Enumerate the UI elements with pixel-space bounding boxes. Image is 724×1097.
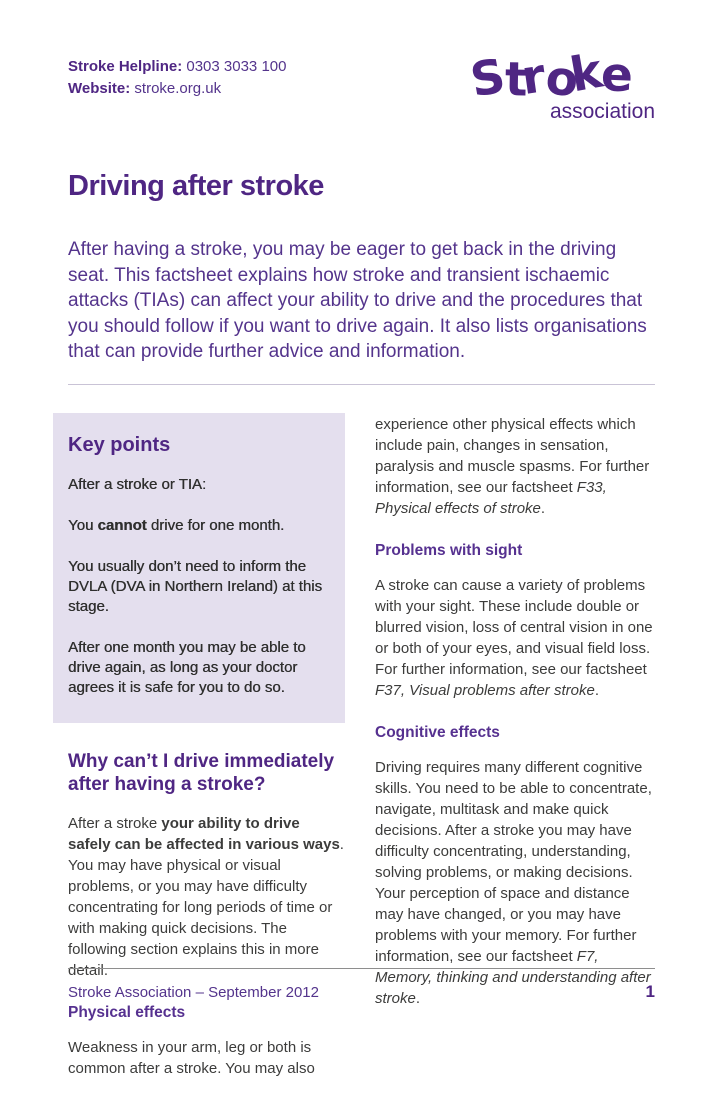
why-para-rest: . You may have physical or visual problems, or you may have difficulty concentrating for long periods of time or with making quick decisions. The following section explains this in more detail.	[68, 835, 344, 979]
key-point-1-text: You	[68, 516, 98, 534]
intro-paragraph: After having a stroke, you may be eager to get back in the driving seat. This factsheet explains how stroke and transient ischaemic attacks (TIAs) can affect your ability to drive and the procedures that you should follow if you want to drive again. It also lists organisations that can provide further advice and information.	[68, 239, 647, 362]
stroke-association-logo	[469, 32, 659, 133]
key-point-1	[68, 516, 329, 536]
helpline-number: 0303 3033 100	[182, 58, 287, 75]
contact-block	[68, 46, 286, 100]
key-point-3: After one month you may be able to drive again, as long as your doctor agrees it is safe for you to do so.	[68, 638, 306, 696]
physical-factsheet-ref: F33, Physical effects of stroke	[375, 478, 607, 517]
cognitive-factsheet-ref: F7, Memory, thinking and understanding after stroke	[375, 947, 651, 1007]
why-para-bold: your ability to drive safely can be affected in various ways	[68, 814, 340, 853]
website-line	[68, 78, 286, 100]
physical-effects-heading: Physical effects	[68, 1003, 186, 1021]
why-para-text: After a stroke	[68, 814, 162, 832]
sight-section-heading: Problems with sight	[375, 541, 523, 559]
page-footer	[68, 968, 655, 1002]
physical-para-text: experience other physical effects which include pain, changes in sensation, paralysis and muscle spasms. For further information, see our factsheet	[375, 415, 650, 496]
sight-factsheet-ref: F37, Visual problems after stroke	[375, 681, 595, 699]
cognitive-para-end: .	[415, 989, 421, 1007]
why-section-heading: Why can’t I drive immediately after having a stroke?	[68, 750, 335, 795]
sight-para-end: .	[594, 681, 599, 699]
physical-effects-paragraph-left: Weakness in your arm, leg or both is common after a stroke. You may also	[68, 1038, 315, 1077]
website-url: stroke.org.uk	[130, 80, 222, 97]
key-point-2: You usually don’t need to inform the DVLA (DVA in Northern Ireland) at this stage.	[68, 557, 323, 615]
footer-row	[68, 982, 655, 1002]
key-points-box	[53, 413, 345, 723]
top-divider	[68, 384, 655, 385]
sight-para-text: A stroke can cause a variety of problems with your sight. These include double or blurred vision, loss of central vision in one or both of your eyes, and visual field loss. For further information, see our factsheet	[375, 576, 653, 678]
logo-graphic	[469, 32, 659, 128]
key-point-1-rest: drive for one month.	[146, 516, 285, 534]
page-number: 1	[645, 982, 655, 1001]
website-label: Website:	[68, 80, 131, 97]
key-points-lead: After a stroke or TIA:	[68, 475, 207, 493]
footer-source-date: Stroke Association – September 2012	[68, 984, 319, 1001]
physical-para-end: .	[540, 499, 546, 517]
logo-subtext: association	[549, 100, 655, 123]
cognitive-para-text: Driving requires many different cognitive skills. You need to be able to concentrate, navigate, multitask and make quick decisions. After a stroke you may have difficulty concentrating, understanding, solving problems, or making decisions. Your perception of space and distance may have changed, or you may have problems with your memory. For further information, see our factsheet	[375, 758, 652, 965]
key-point-1-bold: cannot	[97, 516, 147, 534]
footer-divider	[68, 968, 655, 969]
helpline-line	[68, 56, 286, 78]
why-section-paragraph	[68, 813, 345, 981]
helpline-label: Stroke Helpline:	[68, 58, 183, 75]
page-title: Driving after stroke	[68, 170, 324, 202]
key-points-heading: Key points	[68, 433, 171, 456]
sight-section-paragraph	[375, 575, 655, 701]
page-header	[68, 46, 655, 138]
cognitive-section-heading: Cognitive effects	[375, 723, 500, 741]
logo-word: Stroke	[469, 44, 631, 109]
physical-effects-paragraph-right	[375, 414, 655, 519]
